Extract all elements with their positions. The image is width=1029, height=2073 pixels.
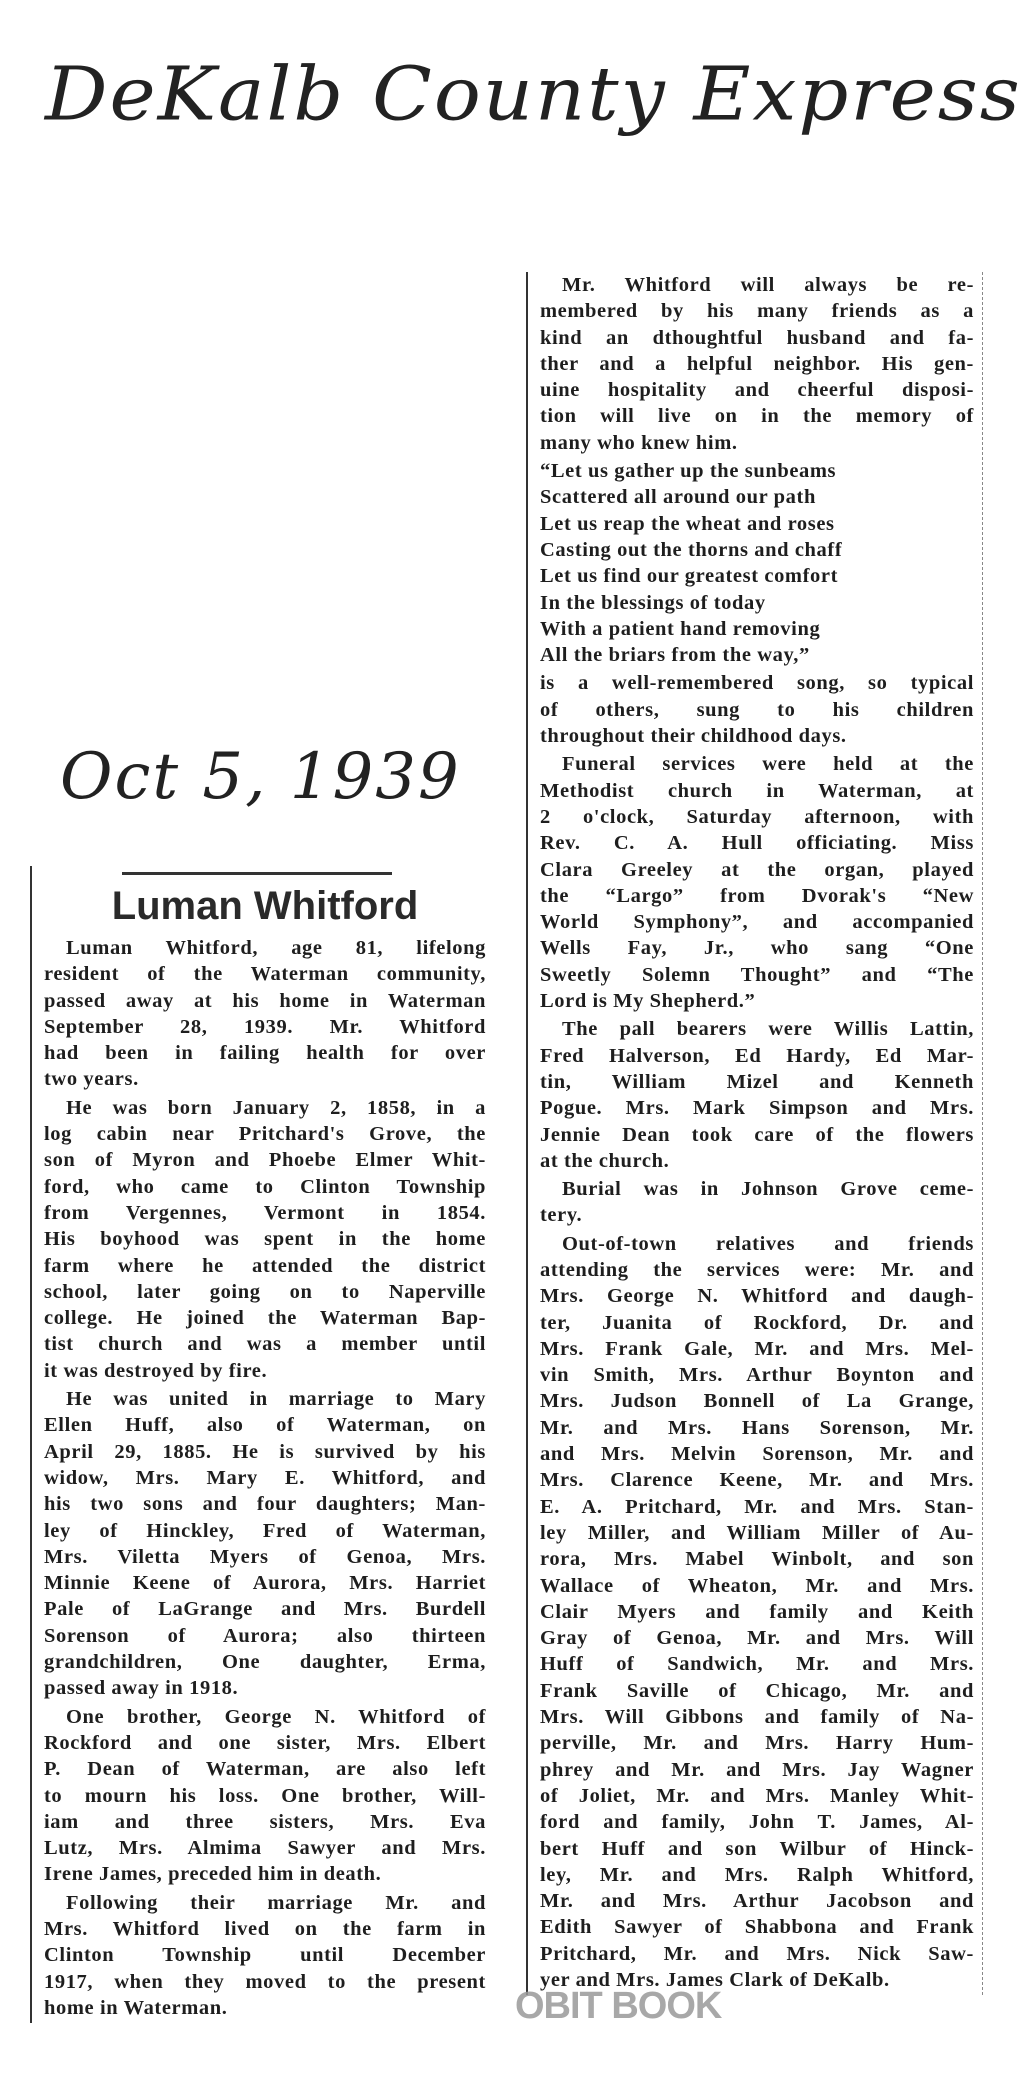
paragraph (540, 670, 974, 749)
text-line: rora, Mrs. Mabel Winbolt, and son (540, 1548, 974, 1571)
text-line: The pall bearers were Willis Lattin, (562, 1018, 974, 1041)
text-line: ter, Juanita of Rockford, Dr. and (540, 1311, 974, 1334)
text-line: Wells Fay, Jr., who sang “One (540, 937, 974, 960)
text-line: Out-of-town relatives and friends (562, 1232, 974, 1255)
paragraph (44, 935, 486, 1093)
text-line: 2 o'clock, Saturday afternoon, with (540, 805, 974, 828)
text-line: “Let us gather up the sunbeams (540, 460, 837, 483)
text-line: tist church and was a member until (44, 1333, 486, 1356)
text-line: Pritchard, Mr. and Mrs. Nick Saw- (540, 1942, 974, 1965)
text-line: Mr. Whitford will always be re- (562, 274, 974, 296)
text-line: Clinton Township until December (44, 1944, 486, 1967)
text-line: from Vergennes, Vermont in 1854. (44, 1201, 486, 1224)
text-line: ley, Mr. and Mrs. Ralph Whitford, (540, 1863, 974, 1886)
text-line: Scattered all around our path (540, 486, 816, 509)
text-line: Sweetly Solemn Thought” and “The (540, 963, 974, 986)
text-line: 1917, when they moved to the present (44, 1970, 486, 1993)
text-line: of others, sung to his children (540, 698, 974, 721)
text-line: All the briars from the way,” (540, 644, 810, 667)
left-column-body (44, 935, 486, 2021)
text-line: Mrs. Viletta Myers of Genoa, Mrs. (44, 1545, 486, 1568)
text-line: resident of the Waterman community, (44, 963, 486, 986)
text-line: In the blessings of today (540, 591, 766, 614)
text-line: Burial was in Johnson Grove ceme- (562, 1178, 974, 1201)
text-line: had been in failing health for over (44, 1042, 486, 1065)
handwritten-date: Oct 5, 1939 (60, 740, 461, 814)
text-line: phrey and Mr. and Mrs. Jay Wagner (540, 1758, 974, 1781)
text-line: college. He joined the Waterman Bap- (44, 1307, 486, 1330)
text-line: attending the services were: Mr. and (540, 1258, 974, 1281)
text-line: He was united in marriage to Mary (66, 1388, 486, 1411)
text-line: Mrs. Frank Gale, Mr. and Mrs. Mel- (540, 1337, 974, 1360)
text-line: Huff of Sandwich, Mr. and Mrs. (540, 1653, 974, 1676)
text-line: home in Waterman. (44, 1996, 228, 2019)
right-column-body (540, 272, 974, 1993)
text-line: tin, William Mizel and Kenneth (540, 1070, 974, 1093)
text-line: Lutz, Mrs. Almima Sawyer and Mrs. (44, 1837, 486, 1860)
text-line: Gray of Genoa, Mr. and Mrs. Will (540, 1627, 974, 1650)
text-line: ley Miller, and William Miller of Au- (540, 1521, 974, 1544)
paragraph (44, 1386, 486, 1702)
obituary-headline: Luman Whitford (111, 884, 419, 928)
text-line: of Joliet, Mr. and Mrs. Manley Whit- (540, 1784, 974, 1807)
text-line: Ellen Huff, also of Waterman, on (44, 1414, 486, 1437)
text-line: P. Dean of Waterman, are also left (44, 1758, 486, 1781)
text-line: Mrs. George N. Whitford and daugh- (540, 1285, 974, 1308)
paragraph (44, 1704, 486, 1888)
text-line: Fred Halverson, Ed Hardy, Ed Mar- (540, 1044, 974, 1067)
paragraph (540, 1231, 974, 1994)
obituary-left-column (30, 866, 486, 2023)
text-line: Methodist church in Waterman, at (540, 779, 974, 802)
text-line: Mrs. Clarence Keene, Mr. and Mrs. (540, 1469, 974, 1492)
text-line: Frank Saville of Chicago, Mr. and (540, 1679, 974, 1702)
text-line: ford, who came to Clinton Township (44, 1175, 486, 1198)
text-line: membered by his many friends as a (540, 300, 974, 323)
text-line: Irene James, preceded him in death. (44, 1863, 382, 1886)
paragraph (44, 1890, 486, 2021)
text-line: Wallace of Wheaton, Mr. and Mrs. (540, 1574, 974, 1597)
text-line: Rockford and one sister, Mrs. Elbert (44, 1731, 486, 1754)
text-line: Rev. C. A. Hull officiating. Miss (540, 832, 974, 855)
text-line: With a patient hand removing (540, 617, 821, 640)
text-line: Funeral services were held at the (562, 753, 974, 776)
text-line: Let us reap the wheat and roses (540, 512, 835, 535)
text-line: ford and family, John T. James, Al- (540, 1811, 974, 1834)
text-line: Mrs. Will Gibbons and family of Na- (540, 1706, 974, 1729)
text-line: school, later going on to Naperville (44, 1280, 486, 1303)
paragraph (540, 751, 974, 1014)
text-line: tion will live on in the memory of (540, 405, 974, 428)
paragraph (44, 1095, 486, 1384)
text-line: son of Myron and Phoebe Elmer Whit- (44, 1149, 486, 1172)
text-line: ley of Hinckley, Fred of Waterman, (44, 1519, 486, 1542)
text-line: yer and Mrs. James Clark of DeKalb. (540, 1969, 890, 1991)
text-line: grandchildren, One daughter, Erma, (44, 1651, 486, 1674)
text-line: Luman Whitford, age 81, lifelong (66, 937, 486, 959)
text-line: Lord is My Shepherd.” (540, 990, 756, 1013)
text-line: throughout their childhood days. (540, 725, 847, 748)
text-line: Following their marriage Mr. and (66, 1891, 486, 1914)
text-line: Clara Greeley at the organ, played (540, 858, 974, 881)
text-line: Mr. and Mrs. Arthur Jacobson and (540, 1890, 974, 1913)
headline-rule (122, 872, 392, 875)
text-line: Pale of LaGrange and Mrs. Burdell (44, 1598, 486, 1621)
text-line: iam and three sisters, Mrs. Eva (44, 1810, 486, 1833)
paragraph (540, 1016, 974, 1174)
text-line: vin Smith, Mrs. Arthur Boynton and (540, 1364, 974, 1387)
text-line: Sorenson of Aurora; also thirteen (44, 1624, 486, 1647)
text-line: uine hospitality and cheerful disposi- (540, 379, 974, 402)
text-line: two years. (44, 1068, 139, 1091)
text-line: passed away at his home in Waterman (44, 989, 486, 1012)
poem-verse (540, 458, 974, 668)
text-line: September 28, 1939. Mr. Whitford (44, 1015, 486, 1038)
text-line: Pogue. Mrs. Mark Simpson and Mrs. (540, 1097, 974, 1120)
text-line: World Symphony”, and accompanied (540, 911, 974, 934)
text-line: to mourn his loss. One brother, Will- (44, 1784, 486, 1807)
text-line: farm where he attended the district (44, 1254, 486, 1277)
obit-book-stamp: OBIT BOOK (515, 1985, 722, 2027)
text-line: Minnie Keene of Aurora, Mrs. Harriet (44, 1572, 486, 1595)
text-line: E. A. Pritchard, Mr. and Mrs. Stan- (540, 1495, 974, 1518)
text-line: widow, Mrs. Mary E. Whitford, and (44, 1466, 486, 1489)
text-line: his two sons and four daughters; Man- (44, 1493, 486, 1516)
text-line: perville, Mr. and Mrs. Harry Hum- (540, 1732, 974, 1755)
text-line: April 29, 1885. He is survived by his (44, 1440, 486, 1463)
text-line: log cabin near Pritchard's Grove, the (44, 1123, 486, 1146)
text-line: Mr. and Mrs. Hans Sorenson, Mr. (540, 1416, 974, 1439)
text-line: tery. (540, 1204, 583, 1227)
text-line: kind an dthoughtful husband and fa- (540, 326, 974, 349)
text-line: Clair Myers and family and Keith (540, 1600, 974, 1623)
text-line: ther and a helpful neighbor. His gen- (540, 352, 974, 375)
paragraph (540, 272, 974, 456)
handwritten-masthead: DeKalb County Express (45, 52, 1022, 138)
text-line: Mrs. Whitford lived on the farm in (44, 1917, 486, 1940)
text-line: at the church. (540, 1149, 670, 1172)
paragraph (540, 1176, 974, 1229)
text-line: Edith Sawyer of Shabbona and Frank (540, 1916, 974, 1939)
text-line: Mrs. Judson Bonnell of La Grange, (540, 1390, 974, 1413)
text-line: is a well-remembered song, so typical (540, 672, 974, 695)
obituary-right-column (526, 272, 983, 1995)
text-line: passed away in 1918. (44, 1677, 239, 1700)
text-line: and Mrs. Melvin Sorenson, Mr. and (540, 1443, 974, 1466)
text-line: One brother, George N. Whitford of (66, 1705, 486, 1728)
text-line: Jennie Dean took care of the flowers (540, 1123, 974, 1146)
text-line: Let us find our greatest comfort (540, 565, 838, 588)
text-line: bert Huff and son Wilbur of Hinck- (540, 1837, 974, 1860)
text-line: His boyhood was spent in the home (44, 1228, 486, 1251)
text-line: many who knew him. (540, 431, 738, 454)
text-line: Casting out the thorns and chaff (540, 538, 843, 561)
text-line: the “Largo” from Dvorak's “New (540, 884, 974, 907)
text-line: He was born January 2, 1858, in a (66, 1096, 486, 1119)
text-line: it was destroyed by fire. (44, 1359, 268, 1382)
